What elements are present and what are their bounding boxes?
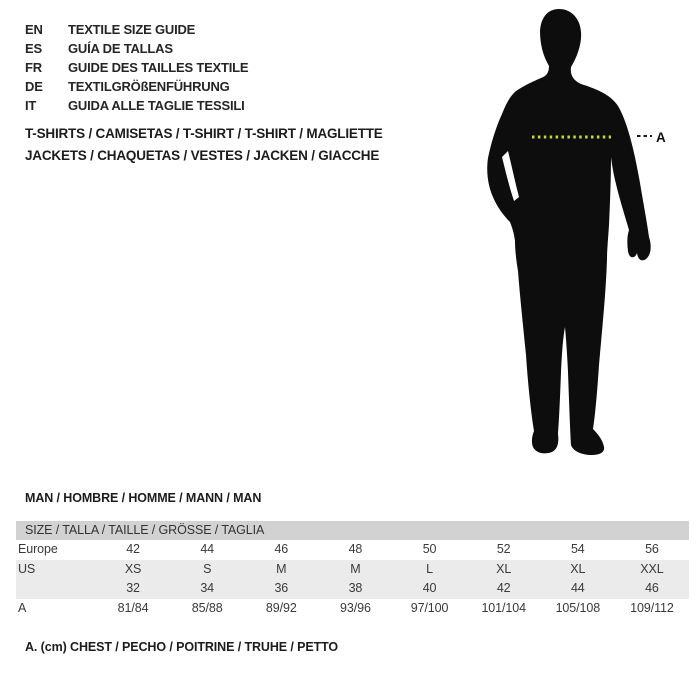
section-title-man: MAN / HOMBRE / HOMME / MANN / MAN bbox=[25, 491, 262, 505]
row-label bbox=[16, 579, 96, 599]
size-cell: 54 bbox=[570, 542, 585, 556]
language-row bbox=[25, 20, 248, 39]
size-cell: 81/84 bbox=[117, 600, 149, 615]
language-row bbox=[25, 58, 248, 77]
category-line-jackets: JACKETS / CHAQUETAS / VESTES / JACKEN / GIACCHE bbox=[25, 148, 380, 163]
size-table bbox=[16, 521, 689, 618]
size-cell: 42 bbox=[126, 542, 140, 556]
language-code: EN bbox=[25, 22, 43, 37]
row-label: US bbox=[18, 561, 36, 576]
size-cell: M bbox=[350, 561, 361, 576]
size-cell: 52 bbox=[496, 542, 511, 556]
size-cell: 109/112 bbox=[630, 600, 674, 615]
language-title: TEXTILE SIZE GUIDE bbox=[68, 22, 196, 37]
size-cell: 44 bbox=[200, 542, 215, 556]
size-cell: 32 bbox=[126, 581, 140, 595]
size-cell: 105/108 bbox=[555, 600, 601, 615]
man-silhouette bbox=[487, 9, 650, 455]
size-cell: 101/104 bbox=[481, 600, 526, 615]
size-figure bbox=[478, 5, 683, 465]
row-label: Europe bbox=[18, 542, 58, 556]
size-cell: 50 bbox=[422, 542, 437, 556]
language-row bbox=[25, 77, 248, 96]
size-table-rows bbox=[16, 540, 689, 618]
size-cell: 40 bbox=[422, 581, 437, 595]
size-cell: XL bbox=[496, 561, 512, 576]
size-cell: M bbox=[276, 561, 287, 576]
size-cell: 34 bbox=[200, 581, 215, 595]
measure-label-a: A bbox=[656, 130, 666, 145]
man-silhouette-svg bbox=[478, 5, 683, 465]
language-code: DE bbox=[25, 79, 43, 94]
language-title: GUIDA ALLE TAGLIE TESSILI bbox=[68, 98, 245, 113]
size-cell: L bbox=[426, 561, 433, 576]
language-code: FR bbox=[25, 60, 42, 75]
language-row bbox=[25, 39, 248, 58]
size-cell: S bbox=[203, 561, 212, 576]
language-title-list bbox=[25, 20, 248, 115]
size-cell: 42 bbox=[496, 581, 511, 595]
size-cell: 97/100 bbox=[410, 600, 449, 615]
language-row bbox=[25, 96, 248, 115]
category-list bbox=[25, 126, 383, 170]
size-cell: 89/92 bbox=[265, 600, 297, 615]
size-cell: XS bbox=[124, 561, 142, 576]
category-line-tshirts: T-SHIRTS / CAMISETAS / T-SHIRT / T-SHIRT / MAGLIETTE bbox=[25, 126, 383, 141]
row-label: A bbox=[18, 600, 27, 615]
table-row bbox=[16, 540, 689, 560]
language-code: ES bbox=[25, 41, 42, 56]
size-cell: 93/96 bbox=[340, 600, 371, 615]
size-table-header: SIZE / TALLA / TAILLE / GRÖSSE / TAGLIA bbox=[16, 521, 689, 540]
size-cell: 56 bbox=[645, 542, 659, 556]
size-cell: 46 bbox=[645, 581, 659, 595]
footnote-chest: A. (cm) CHEST / PECHO / POITRINE / TRUHE / PETTO bbox=[25, 640, 339, 654]
size-cell: 85/88 bbox=[191, 600, 223, 615]
size-cell: 48 bbox=[348, 542, 363, 556]
size-cell: XXL bbox=[640, 561, 664, 576]
size-cell: 46 bbox=[274, 542, 289, 556]
language-code: IT bbox=[25, 98, 37, 113]
table-row bbox=[16, 599, 689, 619]
size-cell: 36 bbox=[274, 581, 289, 595]
table-row bbox=[16, 560, 689, 580]
size-cell: 38 bbox=[348, 581, 363, 595]
language-title: TEXTILGRÖßENFÜHRUNG bbox=[68, 79, 230, 94]
language-title: GUÍA DE TALLAS bbox=[68, 41, 173, 56]
table-row bbox=[16, 579, 689, 599]
size-cell: XL bbox=[570, 561, 586, 576]
size-cell: 44 bbox=[570, 581, 585, 595]
language-title: GUIDE DES TAILLES TEXTILE bbox=[68, 60, 249, 75]
